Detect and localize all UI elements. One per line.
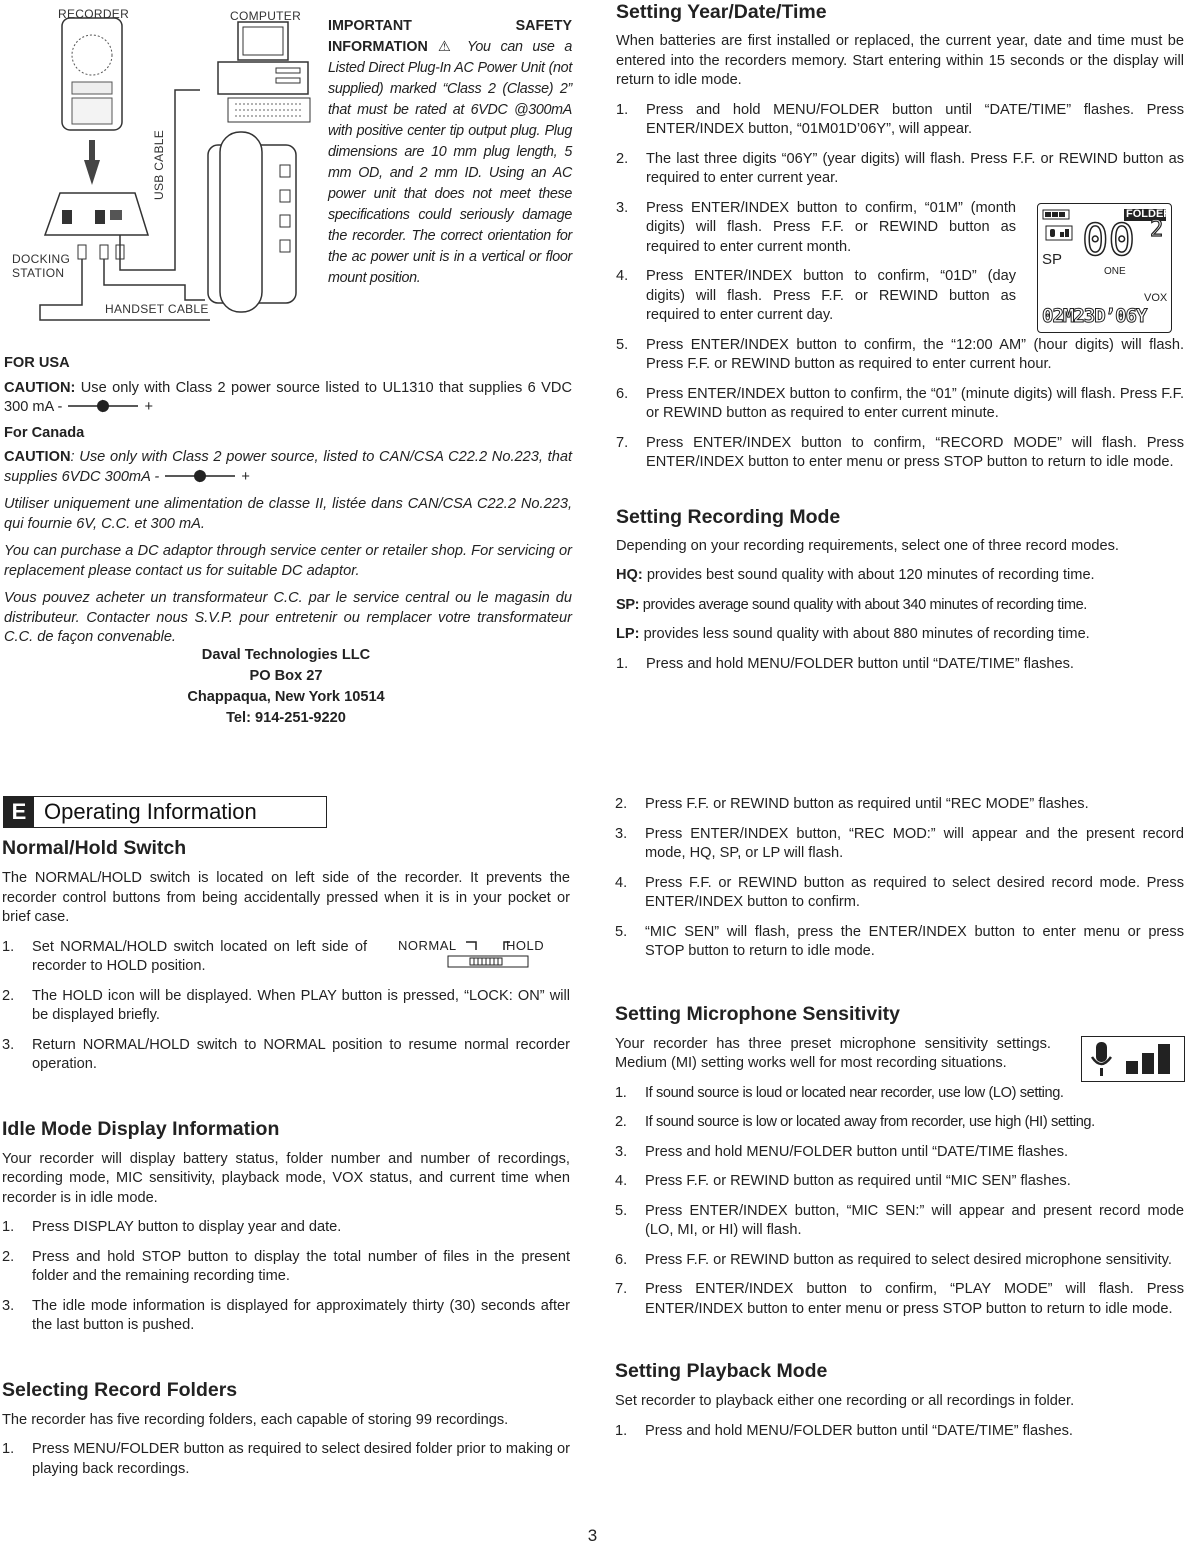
lcd-date: 02M23D’06Y <box>1042 305 1147 327</box>
list-item: 3. The idle mode information is displayed for approximately thirty (30) seconds after the last button is pushed. <box>2 1297 570 1333</box>
idle-intro: Your recorder will display battery status, folder number and number of recordings, recording mode, MIC sensitivity, playback mode, VOX status, and current time when recorder is in idle mode. <box>2 1150 570 1206</box>
list-item: 7. Press ENTER/INDEX button to confirm, “RECORD MODE” will flash. Press ENTER/INDEX button to enter menu or press STOP button to return to idle mode. <box>616 434 1184 470</box>
right-column-upper <box>616 0 1184 684</box>
connection-diagram <box>0 0 325 335</box>
list-item: 7. Press ENTER/INDEX button to confirm, “PLAY MODE” will flash. Press ENTER/INDEX button to enter menu or press STOP button to return to idle mode. <box>615 1281 1184 1317</box>
safety-body: You can use a Listed Direct Plug-In AC Power Unit (not supplied) marked “Class 2 (Classe) 2” that must be rated at 6VDC @300mA with positive center tip output plug. Plug dimensions are 10 mm plug length, 5 mm OD, and 2 mm ID. Using an AC power unit that does not meet these specifications could seriously damage the recorder. The correct orientation for the ac power unit is in a vertical or floor mount position. <box>328 39 572 286</box>
safety-title: IMPORTANT SAFETY INFORMATION <box>328 18 572 55</box>
hq-line: HQ: provides best sound quality with about 120 minutes of recording time. <box>616 567 1095 583</box>
canada-plus: + <box>241 468 250 485</box>
list-item: 1. Press MENU/FOLDER button as required to select desired folder prior to making or playing back recordings. <box>2 1441 570 1477</box>
playback-intro: Set recorder to playback either one recording or all recordings in folder. <box>615 1393 1075 1409</box>
section-banner <box>3 796 327 828</box>
lcd-folder-label: FOLDER <box>1126 208 1172 220</box>
purchase-note: You can purchase a DC adaptor through service center or retailer shop. For servicing or replacement please contact us for suitable DC adaptor. <box>4 543 572 579</box>
list-item: 4. Press F.F. or REWIND button as required to select desired record mode. Press ENTER/INDEX button to confirm. <box>615 874 1184 910</box>
right-column-lower <box>615 795 1184 1451</box>
list-item: 2. Press and hold STOP button to display the total number of files in the present folder and the remaining recording time. <box>2 1248 570 1284</box>
usa-caution-label: CAUTION: <box>4 379 76 396</box>
list-item: 3. Press ENTER/INDEX button, “REC MOD:” will appear and the present record mode, HQ, SP, or LP will flash. <box>615 825 1184 861</box>
canada-caution <box>4 448 572 487</box>
usa-heading: FOR USA <box>4 355 70 371</box>
normal-hold-switch-graphic <box>398 936 558 976</box>
recorder-label: RECORDER <box>58 7 130 21</box>
usb-cable-label: USB CABLE <box>152 129 166 200</box>
purchase-note-fr: Vous pouvez acheter un transformateur C.C. par le service central ou le magasin du distributeur. Contacter nous S.V.P. pour entretenir ou remplacer votre transformateur C.C. de façon convenable. <box>4 590 572 645</box>
city: Chappaqua, New York 10514 <box>187 689 385 705</box>
idle-steps <box>2 1218 570 1336</box>
safety-information <box>328 16 572 289</box>
canada-caution-text: : Use only with Class 2 power source, listed to CAN/CSA C22.2 No.223, that supplies 6VDC 300mA - <box>4 449 572 485</box>
list-item: 1. Press and hold MENU/FOLDER button until “DATE/TIME” flashes. <box>615 1422 1073 1439</box>
mic-sensitivity-icon <box>1081 1036 1185 1082</box>
playback-heading: Setting Playback Mode <box>615 1360 828 1382</box>
year-intro: When batteries are first installed or replaced, the current year, date and time must be entered into the recorders memory. Start entering within 15 seconds or the display will return to idle mode. <box>616 33 1184 88</box>
polarity-icon <box>66 401 140 411</box>
left-column-lower <box>2 836 570 1489</box>
list-item: 4. Press ENTER/INDEX button to confirm, “01D” (day digits) will flash. Press F.F. or REWIND button as required to enter current day. <box>616 268 1016 323</box>
sp-line: SP: provides average sound quality with about 340 minutes of recording time. <box>616 596 1087 613</box>
recmode-intro: Depending on your recording requirements, select one of three record modes. <box>616 537 1119 554</box>
switch-normal-label: NORMAL <box>398 938 457 953</box>
list-item: 5. Press ENTER/INDEX button, “MIC SEN:” will appear and present record mode (LO, MI, or HI) will flash. <box>615 1202 1184 1238</box>
list-item: 1. Press DISPLAY button to display year and date. <box>2 1219 342 1235</box>
lcd-display <box>1037 203 1172 333</box>
list-item: 1. Press and hold MENU/FOLDER button until “DATE/TIME” flashes. Press ENTER/INDEX button, “01M01D’06Y”, will appear. <box>616 101 1184 137</box>
lcd-sub-digit: 2 <box>1150 217 1164 242</box>
usa-caution-text: Use only with Class 2 power source listed to UL1310 that supplies 6 VDC 300 mA - <box>4 379 572 415</box>
folders-steps <box>2 1440 570 1479</box>
recmode-steps-first <box>616 655 1184 675</box>
list-item: 6. Press ENTER/INDEX button to confirm, the “01” (minute digits) will flash. Press F.F. or REWIND button as required to enter current minute. <box>616 385 1184 421</box>
year-heading: Setting Year/Date/Time <box>616 1 827 23</box>
list-item: 3. Return NORMAL/HOLD switch to NORMAL position to resume normal recorder operation. <box>2 1036 570 1072</box>
company-address <box>0 645 572 729</box>
normal-hold-heading: Normal/Hold Switch <box>2 837 187 859</box>
list-item: 3. Press ENTER/INDEX button to confirm, “01M” (month digits) will flash. Press F.F. or REWIND button as required to enter current month. <box>616 199 1016 255</box>
recmode-steps-rest <box>615 795 1184 962</box>
handset-cable-label: HANDSET CABLE <box>105 302 209 316</box>
folders-heading: Selecting Record Folders <box>2 1378 238 1401</box>
idle-heading: Idle Mode Display Information <box>2 1117 280 1140</box>
list-item: 2. If sound source is low or located away from recorder, use high (HI) setting. <box>615 1114 1095 1130</box>
playback-steps <box>615 1422 1184 1442</box>
polarity-icon <box>163 471 237 481</box>
list-item: 1. Press and hold MENU/FOLDER button until “DATE/TIME” flashes. <box>616 655 1074 672</box>
docking-station-label: DOCKING STATION <box>12 252 71 280</box>
po-box: PO Box 27 <box>249 668 323 684</box>
list-item: 2. The last three digits “06Y” (year digits) will flash. Press F.F. or REWIND button as required to enter current year. <box>616 150 1184 186</box>
usa-plus: + <box>144 399 154 415</box>
mic-intro: Your recorder has three preset microphone sensitivity settings. Medium (MI) setting works well for most recording situations. <box>615 1035 1051 1071</box>
recmode-heading: Setting Recording Mode <box>616 505 841 528</box>
list-item: 3. Press and hold MENU/FOLDER button until “DATE/TIME flashes. <box>615 1143 1069 1160</box>
power-source-notice <box>4 354 572 648</box>
mic-steps <box>615 1084 1184 1320</box>
switch-icon <box>398 936 558 976</box>
lcd-vox: VOX <box>1144 292 1168 304</box>
section-title: Operating Information <box>44 799 257 824</box>
telephone: Tel: 914-251-9220 <box>226 710 346 726</box>
list-item: 1. If sound source is loud or located near recorder, use low (LO) setting. <box>615 1084 1064 1101</box>
list-item: 6. Press F.F. or REWIND button as required to select desired microphone sensitivity. <box>615 1251 1172 1268</box>
canada-caution-label: CAUTION <box>4 449 71 465</box>
normal-hold-intro: The NORMAL/HOLD switch is located on left side of the recorder. It prevents the recorder control buttons from being accidentally pressed when it is in your pocket or brief case. <box>2 870 570 925</box>
list-item: 4. Press F.F. or REWIND button as required until “MIC SEN” flashes. <box>615 1173 1071 1189</box>
list-item: 2. Press F.F. or REWIND button as required until “REC MODE” flashes. <box>615 796 1089 812</box>
lcd-mode: SP <box>1042 251 1063 268</box>
list-item: 5. Press ENTER/INDEX button to confirm, the “12:00 AM” (hour digits) will flash. Press F.F. or REWIND button as required to enter current hour. <box>616 336 1184 372</box>
folders-intro: The recorder has five recording folders, each capable of storing 99 recordings. <box>2 1411 509 1428</box>
page-number: 3 <box>587 1526 598 1545</box>
section-letter: E <box>4 797 34 827</box>
lcd-digits: 00 <box>1082 215 1135 266</box>
list-item: 1. Set NORMAL/HOLD switch located on left side of recorder to HOLD position. <box>2 938 367 974</box>
list-item: 2. The HOLD icon will be displayed. When PLAY button is pressed, “LOCK: ON” will be displayed briefly. <box>2 987 570 1023</box>
warning-icon: ⚠ <box>437 39 457 55</box>
canada-heading: For Canada <box>4 424 85 441</box>
canada-french: Utiliser uniquement une alimentation de classe II, listée dans CAN/CSA C22.2 No.223, qui fournie 6V, C.C. et 300 mA. <box>4 496 572 532</box>
company-name: Daval Technologies LLC <box>201 647 371 663</box>
lcd-one: ONE <box>1104 266 1126 277</box>
computer-label: COMPUTER <box>230 9 302 23</box>
list-item: 5. “MIC SEN” will flash, press the ENTER/INDEX button to enter menu or press STOP button to return to idle mode. <box>615 923 1184 959</box>
usa-caution <box>4 379 572 418</box>
switch-hold-label: HOLD <box>506 938 545 953</box>
mic-heading: Setting Microphone Sensitivity <box>615 1002 900 1025</box>
lp-line: LP: provides less sound quality with about 880 minutes of recording time. <box>616 626 1090 642</box>
